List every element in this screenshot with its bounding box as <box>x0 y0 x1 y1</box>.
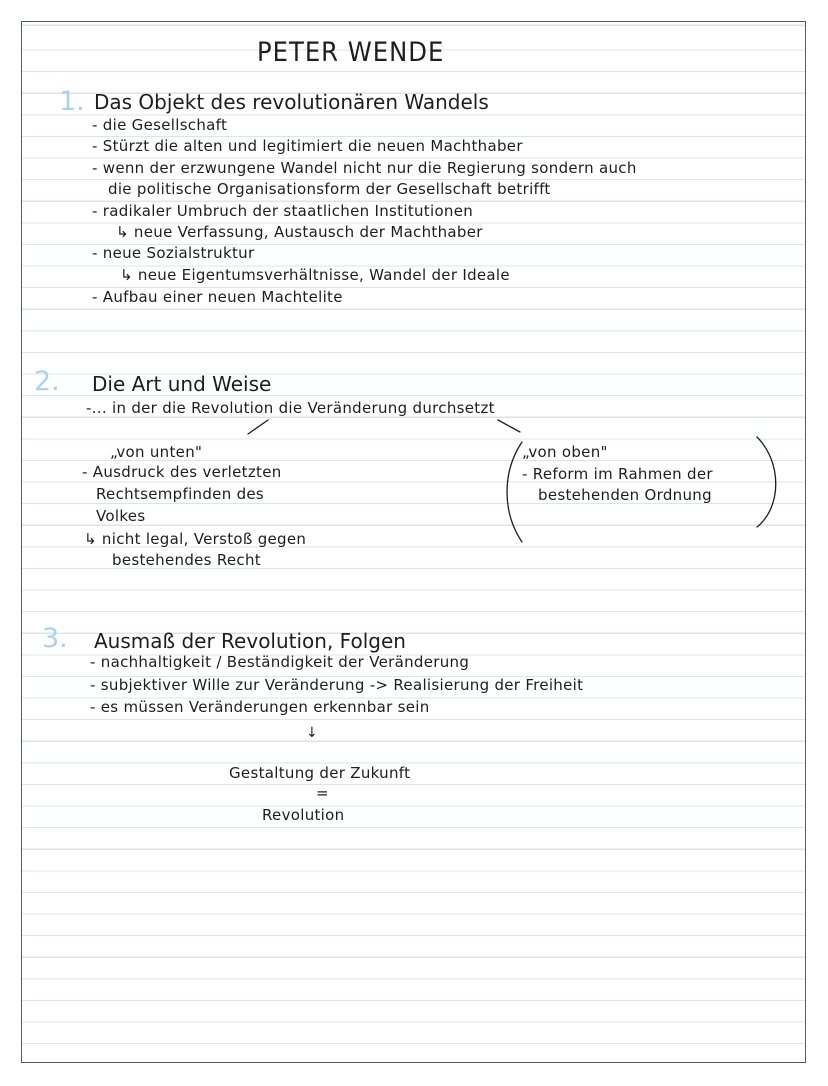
section-3-number: 3. <box>42 623 68 654</box>
notebook-page <box>21 21 806 1063</box>
section-1-number: 1. <box>59 86 85 117</box>
from-below-line: - Ausdruck des verletzten <box>82 463 282 481</box>
section-3-line: - subjektiver Wille zur Veränderung -> Realisierung der Freiheit <box>90 676 584 694</box>
result-bottom: Revolution <box>262 806 345 824</box>
section-1-line: - Aufbau einer neuen Machtelite <box>92 288 343 306</box>
left-bracket-stroke <box>507 442 522 542</box>
right-bracket-stroke <box>757 437 776 527</box>
from-below-line: bestehendes Recht <box>112 551 261 569</box>
down-arrow-icon: ↓ <box>306 725 318 741</box>
from-below-line: ↳ nicht legal, Verstoß gegen <box>84 530 307 548</box>
section-1-heading: Das Objekt des revolutionären Wandels <box>94 90 489 114</box>
from-above-label: „von oben" <box>522 443 608 461</box>
section-1-line: die politische Organisationsform der Gesellschaft betrifft <box>108 180 551 198</box>
section-3-line: - es müssen Veränderungen erkennbar sein <box>90 698 430 716</box>
result-top: Gestaltung der Zukunft <box>229 764 411 782</box>
branch-right-stroke <box>498 420 520 432</box>
from-below-label: „von unten" <box>110 443 203 461</box>
hand-drawn-marks <box>22 22 806 1063</box>
from-above-line: bestehenden Ordnung <box>538 486 712 504</box>
section-2-number: 2. <box>34 366 60 397</box>
section-3-line: - nachhaltigkeit / Beständigkeit der Veränderung <box>90 653 470 671</box>
page-title: PETER WENDE <box>257 37 445 68</box>
section-1-line: - wenn der erzwungene Wandel nicht nur die Regierung sondern auch <box>92 159 637 177</box>
from-below-line: Volkes <box>96 507 146 525</box>
from-above-line: - Reform im Rahmen der <box>522 465 713 483</box>
section-2-intro: -... in der die Revolution die Veränderung durchsetzt <box>86 399 495 417</box>
section-1-line: - radikaler Umbruch der staatlichen Institutionen <box>92 202 474 220</box>
section-1-line: ↳ neue Verfassung, Austausch der Machthaber <box>116 223 483 241</box>
section-1-line: - neue Sozialstruktur <box>92 244 255 262</box>
section-1-line: - die Gesellschaft <box>92 116 228 134</box>
branch-left-stroke <box>248 420 268 434</box>
from-below-line: Rechtsempfinden des <box>96 485 265 503</box>
section-1-line: - Stürzt die alten und legitimiert die neuen Machthaber <box>92 137 523 155</box>
section-1-line: ↳ neue Eigentumsverhältnisse, Wandel der Ideale <box>120 266 510 284</box>
section-3-heading: Ausmaß der Revolution, Folgen <box>94 629 406 653</box>
equals-sign: = <box>316 784 329 802</box>
section-2-heading: Die Art und Weise <box>92 372 272 396</box>
